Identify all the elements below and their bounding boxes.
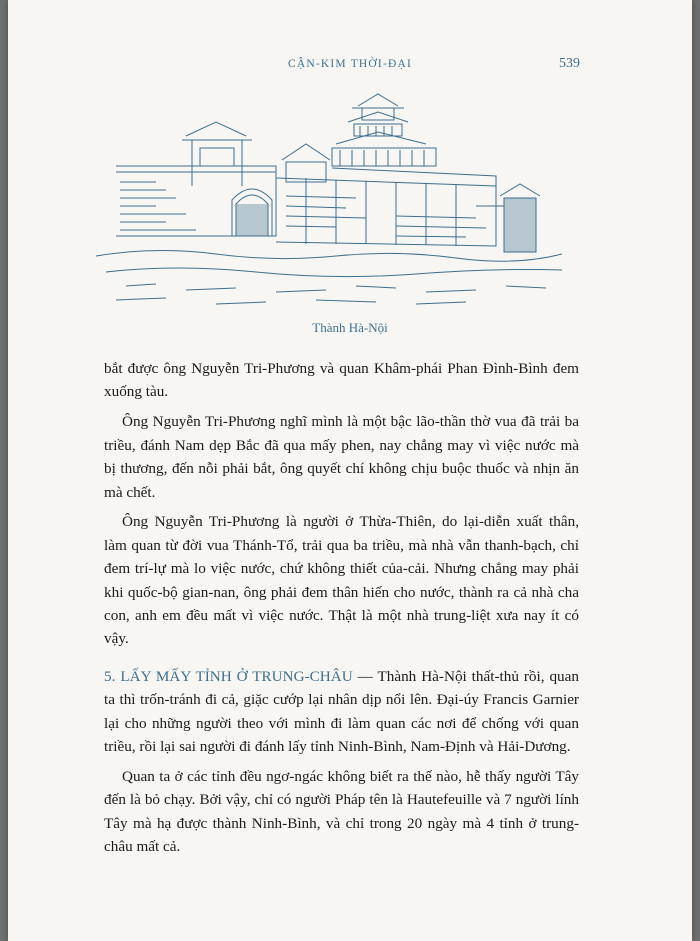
paragraph: bắt được ông Nguyễn Tri-Phương và quan Khâm-phái Phan Đình-Bình đem xuống tàu.	[104, 360, 579, 401]
body-text	[104, 357, 579, 865]
figure-caption: Thành Hà-Nội	[312, 320, 388, 335]
paragraph: Ông Nguyễn Tri-Phương nghĩ mình là một bậc lão-thần thờ vua đã trải ba triều, đánh Nam dẹp Bắc đã qua mấy phen, nay chẳng may vì việc nước mà bị thương, đến nỗi phải bắt, ông quyết chí không chịu buộc thuốc và nhịn ăn mà chết.	[104, 413, 579, 501]
paragraph: Ông Nguyễn Tri-Phương là người ở Thừa-Thiên, do lại-diễn xuất thân, làm quan từ đời vua Thánh-Tổ, trải qua ba triều, mà nhà vẫn thanh-bạch, chỉ đem trí-lự mà lo việc nước, chứ không thiết của-cải. Nhưng chẳng may phải khi quốc-bộ gian-nan, ông phải đem thân hiến cho nước, thành ra cả nhà cha con, anh em đều mất vì việc nước. Thật là một nhà trung-liệt xưa nay ít có vậy.	[104, 513, 579, 648]
citadel-illustration	[96, 86, 562, 314]
page-header	[8, 56, 692, 76]
section-heading: 5. LẤY MẤY TỈNH Ở TRUNG-CHÂU	[104, 667, 353, 685]
running-title: CẬN-KIM THỜI-ĐẠI	[287, 58, 413, 70]
book-page	[8, 0, 692, 941]
section-text: — Thành Hà-Nội thất-thủ rồi, quan ta thì trốn-tránh đi cả, giặc cướp lại nhân dịp nổi lên. Đại-úy Francis Garnier lại cho những người theo với mình đi làm quan các nơi để chống với quan triều, rồi lại sai người đi đánh lấy tỉnh Ninh-Bình, Nam-Định và Hải-Dương.	[104, 667, 579, 756]
paragraph: Quan ta ở các tỉnh đều ngơ-ngác không biết ra thế nào, hễ thấy người Tây đến là bỏ chạy. Bởi vậy, chỉ có người Pháp tên là Hautefeuille và 7 người lính Tây mà hạ được thành Ninh-Bình, và chỉ trong 20 ngày mà 4 tỉnh ở trung-châu mất cả.	[104, 768, 579, 856]
page-number: 539	[559, 56, 580, 71]
section-paragraph	[104, 665, 579, 759]
